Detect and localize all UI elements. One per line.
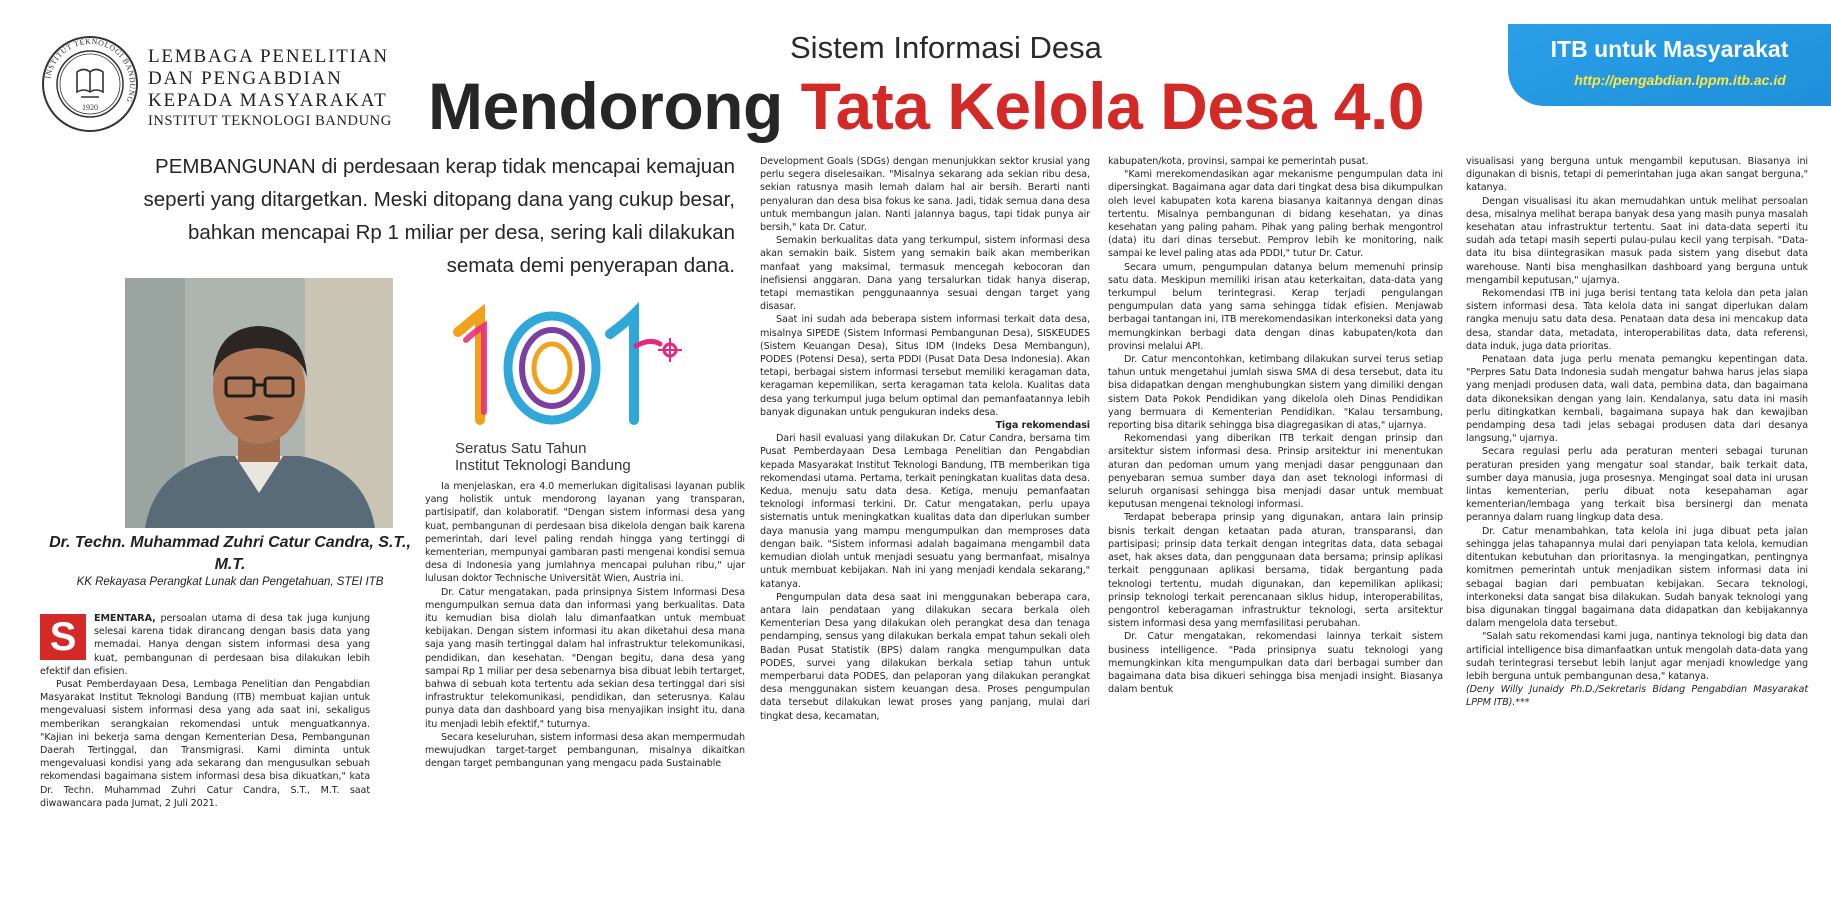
logo-caption — [455, 440, 695, 474]
article-paragraph: Dengan visualisasi itu akan memudahkan untuk melihat persoalan desa, misalnya melihat berapa banyak desa yang masih punya masalah kesehatan atau infrastruktur tertentu. Saat ini data-data seperti itu sudah ada tetapi masih seperti pulau-pulau kecil yang terpisah. "Data-data itu bisa diintegrasikan masuk pada sistem yang disebut data warehouse. Nanti bisa menghasilkan dashboard yang berguna untuk mengambil keputusan," ujarnya. — [1466, 195, 1808, 286]
article-paragraph: kabupaten/kota, provinsi, sampai ke pemerintah pusat. — [1108, 156, 1369, 167]
article-paragraph: Terdapat beberapa prinsip yang digunakan, antara lain prinsip bisnis terkait dengan ketaatan pada aturan, transparansi, dan partisipasi; prinsip data terkait dengan integritas data, data sebagai aset, hak akses data, dan penggunaan data bersama; prinsip aplikasi terkait penggunaan aplikasi bersama, tidak bergantung pada teknologi tertentu, mudah digunakan, dan kepemilikan aplikasi; prinsip teknologi terkait perencanaan siklus hidup, interoperabilitas, pengontrol keberagaman infrastruktur teknologi, serta arsitektur sistem informasi desa yang memfasilitasi perubahan. — [1108, 512, 1443, 630]
article-paragraph: Dari hasil evaluasi yang dilakukan Dr. Catur Candra, bersama tim Pusat Pemberdayaan Desa Lembaga Penelitian dan Pengabdian kepada Masyarakat Institut Teknologi Bandung, ITB memberikan tiga rekomendasi utama. Pertama, terkait peningkatan kualitas data desa. Kedua, menuju satu data desa. Ketiga, menuju pemanfaatan teknologi informasi terkini. Dr. Catur mengatakan, perlu upaya sistematis untuk meningkatkan kualitas data dan diperlukan sumber daya manusia yang mampu mengumpulkan dan memproses data dengan baik. "Sistem informasi adalah bagaimana mengambil data kemudian diolah untuk menjadi sesuatu yang bermanfaat, misalnya untuk membuat kebijakan. Nah ini yang menjadi kendala sekarang," katanya. — [760, 433, 1090, 590]
institution-name — [148, 46, 398, 130]
portrait-photo — [125, 278, 393, 528]
section-subhead: Tiga rekomendasi — [995, 420, 1090, 432]
article-paragraph: Secara regulasi perlu ada peraturan menteri sebagai turunan peraturan presiden yang mengatur soal standar, baik terkait data, sumber daya manusia, juga prosesnya. Mengingat soal data ini urusan lintas kementerian, perlu dibuat nota kesepahaman agar kementerian/lembaga yang terkait bisa bersinergi dan menata perannya dalam ruang lingkup data desa. — [1466, 446, 1808, 524]
headline-red: Tata Kelola Desa 4.0 — [800, 69, 1425, 143]
banner-title: ITB untuk Masyarakat — [1550, 36, 1789, 62]
article-paragraph: "Salah satu rekomendasi kami juga, nantinya teknologi big data dan artificial intelligence bisa dimanfaatkan untuk mengolah data-data yang sudah terintegrasi tersebut lebih lanjut agar menjadi knowledge yang lebih berguna untuk pembangunan desa," katanya. — [1466, 631, 1808, 682]
paragraph-text: persoalan utama di desa tak juga kunjung selesai karena tidak dirancang dengan basis data yang memadai. Hanya dengan sistem informasi desa yang kuat, pembangunan di perdesaan bisa dilakukan lebih efektif dan efisien. — [40, 613, 370, 677]
article-paragraph: Pengumpulan data desa saat ini menggunakan beberapa cara, antara lain pendataan yang dilakukan secara berkala oleh Kementerian Desa yang dilakukan oleh perangkat desa dan tenaga pendamping, sensus yang dilakukan berkala empat tahun sekali oleh Badan Pusat Statistik (BPS) dalam rangka mengumpulkan data PODES, survei yang dilakukan berkala setiap tahun untuk memperbarui data PODES, dan pelaporan yang dilakukan perangkat desa menggunakan sistem keuangan desa. Proses pengumpulan data tersebut dilakukan lewat proses yang panjang, mulai dari tingkat desa, kecamatan, — [760, 591, 1090, 722]
seratus-satu-tahun-logo — [440, 292, 690, 442]
article-paragraph: Development Goals (SDGs) dengan menunjukkan sektor krusial yang perlu segera diselesaikan. "Misalnya sekarang ada sekian ribu desa, sekian ratusnya masih lemah dalam hal air bersih. Berarti nanti penyaluran dan desa bisa fokus ke sana. Jadi, tidak semua dana desa untuk membangun jalan. Nanti jalannya bagus, tapi tidak punya air bersih," kata Dr. Catur. — [760, 156, 1090, 234]
article-paragraph: Dr. Catur menambahkan, tata kelola ini juga dibuat peta jalan sehingga jelas tahapannya mulai dari penyiapan tata kelola, kemudian ditentukan kebutuhan dan prioritasnya. Ia mengingatkan, pentingnya komitmen pemerintah untuk menjadikan sistem informasi data ini sebagai bagian dari pembuatan kebijakan. Secara teknologi, interkoneksi data sangat bisa dilakukan. Sudah banyak teknologi yang bisa digunakan tinggal bagaimana data didapatkan dan kebijakannya dalam mengelola data tersebut. — [1466, 525, 1808, 630]
article-paragraph: Rekomendasi ITB ini juga berisi tentang tata kelola dan peta jalan sistem informasi desa. Tata kelola data ini sangat diperlukan dalam rangka menuju satu data desa. Penataan data desa ini mencakup data desa, standar data, metadata, interoperabilitas data, data referensi, data induk, juga data prioritas. — [1466, 288, 1808, 352]
itb-seal-logo — [40, 34, 140, 134]
article-paragraph: Saat ini sudah ada beberapa sistem informasi terkait data desa, misalnya SIPEDE (Sistem Informasi Pembangunan Desa), SISKEUDES (Sistem Keuangan Desa), Situs IDM (Indeks Desa Membangun), PODES (Potensi Desa), serta PDDI (Pusat Data Desa Indonesia). Akan tetapi, berbagai sistem informasi tersebut memiliki keragaman data, keragaman kepemilikan, serta keragaman tata kelola. Kualitas data desa yang terkumpul juga belum optimal dan pemanfaatannya lebih banyak digunakan untuk pengukuran indeks desa. — [760, 314, 1090, 418]
institution-line-2: DAN PENGABDIAN — [148, 68, 343, 89]
institution-line-4: INSTITUT TEKNOLOGI BANDUNG — [148, 113, 392, 129]
author-credit: (Deny Willy Junaidy Ph.D./Sekretaris Bidang Pengabdian Masyarakat LPPM ITB).*** — [1466, 684, 1808, 709]
logo-caption-line-1: Seratus Satu Tahun — [455, 440, 587, 457]
article-paragraph: Ia menjelaskan, era 4.0 memerlukan digitalisasi layanan publik yang holistik untuk mendorong layanan yang transparan, partisipatif, dan kolaboratif. "Dengan sistem informasi desa yang kuat, pembangunan di perdesaan bisa dikelola dengan baik karena pemerintah, dari level paling rendah hingga yang tertinggi di kementerian, mempunyai gambaran pasti mengenai kondisi semua desa di Indonesia yang jumlahnya mencapai puluhan ribu," ujar lulusan doktor Technische Universität Wien, Austria ini. — [425, 481, 745, 585]
article-column-4 — [1108, 155, 1443, 696]
kicker: Sistem Informasi Desa — [790, 30, 1102, 65]
article-paragraph: Dr. Catur mengatakan, pada prinsipnya Sistem Informasi Desa mengumpulkan semua data dan informasi yang berkualitas. Data itu kemudian bisa diolah lalu dimanfaatkan untuk membuat kebijakan. Dengan sistem informasi itu akan diketahui desa mana saja yang masih tertinggal dalam hal infrastruktur telekomunikasi, pendidikan, dan kesehatan. "Dengan begitu, dana desa yang sampai Rp 1 miliar per desa sebenarnya bisa dibuat lebih tertarget, bahwa di sebuah kota tertentu ada sekian desa tertinggal dari sisi infrastruktur telekomunikasi, pendidikan, dan seterusnya. Kalau punya data dan dashboard yang bisa menyajikan insight itu, dana itu menjadi lebih efektif," tuturnya. — [425, 586, 745, 730]
logo-caption-line-2: Institut Teknologi Bandung — [455, 457, 631, 474]
svg-text:INSTITUT TEKNOLOGI BANDUNG — [43, 37, 137, 104]
article-paragraph: Pusat Pemberdayaan Desa, Lembaga Penelitian dan Pengabdian Masyarakat Institut Teknologi Bandung (ITB) membuat kajian untuk mengevaluasi sistem informasi desa yang ada saat ini, sekaligus memberikan serangkaian rekomendasi untuk menguatkannya. "Kajian ini bekerja sama dengan Kementerian Desa, Pembangunan Daerah Tertinggal, dan Transmigrasi. Kami diminta untuk mengevaluasi kondisi yang ada sekarang dan mengusulkan sebuah rekomendasi bagaimana sistem informasi desa bisa dikuatkan," kata Dr. Techn. Muhammad Zuhri Catur Candra, S.T., M.T. saat diwawancara pada Jumat, 2 Juli 2021. — [40, 679, 370, 809]
lead-paragraph: PEMBANGUNAN di perdesaan kerap tidak mencapai kemajuan seperti yang ditargetkan. Meski ditopang dana yang cukup besar, bahkan mencapai Rp 1 miliar per desa, sering kali dilakukan semata demi penyerapan dana. — [143, 155, 735, 277]
article-column-5 — [1466, 155, 1808, 710]
headline — [428, 68, 1424, 144]
institution-line-1: LEMBAGA PENELITIAN — [148, 46, 389, 67]
article-paragraph: "Kami merekomendasikan agar mekanisme pengumpulan data ini dipersingkat. Bagaimana agar data dari tingkat desa bisa dikumpulkan oleh level kabupaten kota karena biasanya kaitannya dengan dinas tertentu. Misalnya pembangunan di bidang kesehatan, ya dinas kesehatan yang paling paham. Pihak yang paling berhak mengontrol (data) itu dari dinas tersebut. Pemprov lebih ke monitoring, naik sampai ke level paling atas ada PDDI," tutur Dr. Catur. — [1108, 169, 1443, 260]
article-paragraph: Penataan data juga perlu menata pemangku kepentingan data. "Perpres Satu Data Indonesia sudah mengatur bahwa harus jelas siapa yang menjadi produsen data, wali data, pembina data, dan bagaimana data dikoneksikan dengan yang lain. Kendalanya, satu data ini masih perlu ditingkatkan kembali, bagaimana supaya hak dan kewajiban pendamping desa tadi jelas sebagai produsen data dari desanya langsung," ujarnya. — [1466, 354, 1808, 445]
article-column-3 — [760, 155, 1090, 723]
headline-dark: Mendorong — [428, 69, 801, 143]
article-paragraph: Semakin berkualitas data yang terkumpul, sistem informasi desa akan semakin baik. Sistem yang semakin baik akan memberikan manfaat yang maksimal, termasuk mencegah kebocoran dan inefisiensi anggaran. Dana yang tersalurkan tidak hanya diserap, tetapi memastikan penggunaannya sesuai dengan target yang disasar. — [760, 235, 1090, 313]
seal-ring-text: INSTITUT TEKNOLOGI BANDUNG — [43, 36, 138, 105]
article-paragraph: visualisasi yang berguna untuk mengambil keputusan. Biasanya ini digunakan di bisnis, tetapi di pemerintahan juga akan sangat berguna," katanya. — [1466, 156, 1808, 194]
article-column-1 — [40, 612, 370, 810]
banner-url-link[interactable]: http://pengabdian.lppm.itb.ac.id — [1574, 72, 1786, 88]
photo-caption-affiliation: KK Rekayasa Perangkat Lunak dan Pengetahuan, STEI ITB — [76, 576, 384, 588]
dropcap: S — [40, 614, 86, 660]
seal-year: 1920 — [82, 103, 98, 112]
photo-caption-name: Dr. Techn. Muhammad Zuhri Catur Candra, S.T., M.T. — [49, 534, 411, 573]
article-paragraph: Dr. Catur mencontohkan, ketimbang dilakukan survei terus setiap tahun untuk mengetahui jumlah siswa SMA di desa tersebut, data itu bisa didapatkan dengan menghubungkan sistem yang dimiliki dengan sistem Data Pokok Pendidikan yang dikelola oleh Dinas Pendidikan yang bermuara di Kementerian Pendidikan. "Kalau tersambung, reporting bisa ditarik sehingga bisa diagregasikan di atas," ujarnya. — [1108, 354, 1443, 432]
itb-untuk-masyarakat-banner — [1508, 24, 1831, 106]
article-paragraph: Dr. Catur mengatakan, rekomendasi lainnya terkait sistem business intelligence. "Pada prinsipnya suatu teknologi yang memungkinkan kita mengumpulkan data dari berbagai sumber dan bagaimana data bisa dikueri sehingga bisa menjadi insight. Biasanya dalam bentuk — [1108, 631, 1443, 696]
lead-word: EMENTARA, — [94, 613, 156, 624]
article-column-2 — [425, 480, 745, 770]
institution-line-3: KEPADA MASYARAKAT — [148, 90, 388, 111]
article-paragraph: Secara keseluruhan, sistem informasi desa akan mempermudah mewujudkan target-target pembangunan, misalnya dikaitkan dengan target pembangunan yang mengacu pada Sustainable — [425, 731, 745, 770]
article-paragraph: Secara umum, pengumpulan datanya belum memenuhi prinsip satu data. Meskipun memiliki irisan atau keterkaitan, data-data yang terkumpul belum terintegrasi. Kerap terjadi pengulangan pengumpulan data yang sama sehingga tidak efisien. Menjawab berbagai tantangan ini, ITB merekomendasikan interkoneksi data yang memungkinkan berbagi data dengan dinas kabupaten/kota dan provinsi melalui API. — [1108, 261, 1443, 352]
article-paragraph — [40, 612, 370, 678]
article-paragraph: Rekomendasi yang diberikan ITB terkait dengan prinsip dan arsitektur sistem informasi desa. Prinsip arsitektur ini menentukan aturan dan pedoman umum yang menjadi dasar penggunaan dan penyebaran semua sumber daya dan aset teknologi informasi di seluruh organisasi sehingga bisa menjadi dasar untuk membuat keputusan mengenai teknologi informasi. — [1108, 433, 1443, 511]
